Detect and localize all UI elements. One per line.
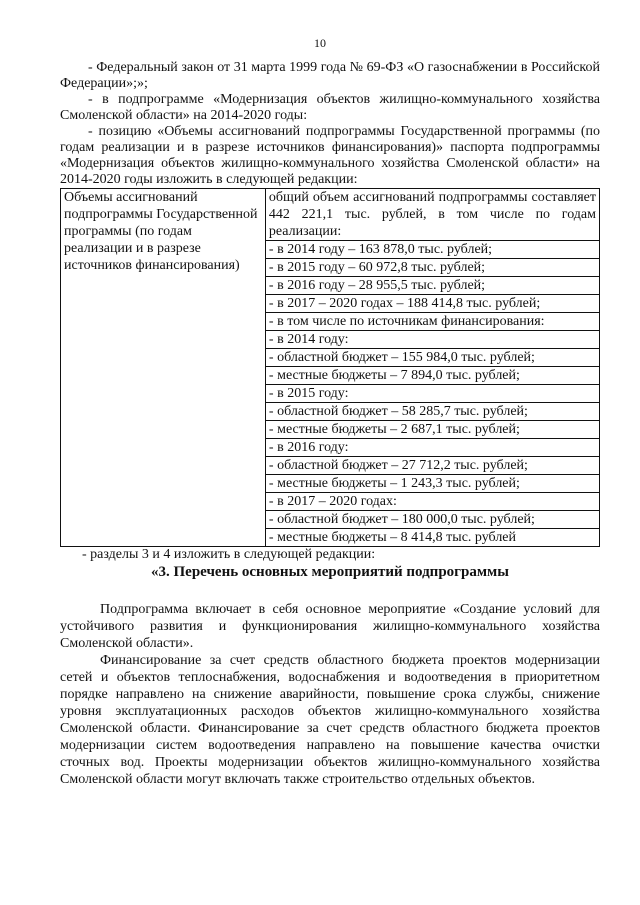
funding-line: - в том числе по источникам финансирования: [266, 312, 599, 330]
funding-line: - областной бюджет – 27 712,2 тыс. рублей; [266, 456, 599, 474]
funding-line: - в 2017 – 2020 годах – 188 414,8 тыс. рублей; [266, 294, 599, 312]
funding-line: - в 2016 году – 28 955,5 тыс. рублей; [266, 276, 599, 294]
funding-line: - местные бюджеты – 7 894,0 тыс. рублей; [266, 366, 599, 384]
section-title: «3. Перечень основных мероприятий подпрограммы [151, 564, 509, 580]
intro-item-subprogram: - в подпрограмме «Модернизация объектов жилищно-коммунального хозяйства Смоленской области» на 2014-2020 годы: [60, 92, 600, 123]
paragraph: Финансирование за счет средств областного бюджета проектов модернизации сетей и объектов теплоснабжения, водоснабжения и водоотведения в приоритетном порядке направлено на снижение аварийности, повышение срока службы, снижение уровня эксплуатационных расходов объектов жилищно-коммунального хозяйства Смоленской области. Финансирование за счет средств областного бюджета проектов модернизации систем водоотведения направлено на повышение качества очистки сточных вод. Проекты модернизации объектов жилищно-коммунального хозяйства Смоленской области могут включать также строительство отдельных объектов. [60, 653, 600, 787]
intro-item-federal-law: - Федеральный закон от 31 марта 1999 года № 69-ФЗ «О газоснабжении в Российской Федерации»;»; [60, 60, 600, 91]
table-row [61, 189, 600, 547]
paragraph: Подпрограмма включает в себя основное мероприятие «Создание условий для устойчивого развития и функционирования жилищно-коммунального хозяйства Смоленской области». [60, 602, 600, 651]
funding-line: - местные бюджеты – 8 414,8 тыс. рублей [266, 528, 599, 546]
table-right-cell [265, 189, 599, 547]
section-body [60, 601, 600, 788]
page-number: 10 [314, 36, 326, 50]
funding-line: - в 2015 году – 60 972,8 тыс. рублей; [266, 258, 599, 276]
sections-instruction: - разделы 3 и 4 изложить в следующей редакции: [82, 547, 376, 562]
funding-line: - местные бюджеты – 2 687,1 тыс. рублей; [266, 420, 599, 438]
table-left-cell: Объемы ассигнований подпрограммы Государственной программы (по годам реализации и в разрезе источников финансирования) [61, 189, 266, 547]
funding-line: - в 2014 году: [266, 330, 599, 348]
funding-line: - в 2015 году: [266, 384, 599, 402]
intro-item-position: - позицию «Объемы ассигнований подпрограммы Государственной программы (по годам реализации и в разрезе источников финансирования)» паспорта подпрограммы «Модернизация объектов жилищно-коммунального хозяйства Смоленской области» на 2014-2020 годы изложить в следующей редакции: [60, 124, 600, 187]
funding-line: - областной бюджет – 155 984,0 тыс. рублей; [266, 348, 599, 366]
funding-table [60, 188, 600, 547]
funding-line: - областной бюджет – 58 285,7 тыс. рублей; [266, 402, 599, 420]
funding-total-text: общий объем ассигнований подпрограммы составляет 442 221,1 тыс. рублей, в том числе по годам реализации: [268, 190, 596, 239]
funding-line: - в 2016 году: [266, 438, 599, 456]
intro-list [60, 60, 600, 188]
funding-line: - в 2017 – 2020 годах: [266, 492, 599, 510]
document-body [60, 60, 600, 788]
funding-line: - областной бюджет – 180 000,0 тыс. рублей; [266, 510, 599, 528]
funding-line: - в 2014 году – 163 878,0 тыс. рублей; [266, 240, 599, 258]
funding-line: - местные бюджеты – 1 243,3 тыс. рублей; [266, 474, 599, 492]
